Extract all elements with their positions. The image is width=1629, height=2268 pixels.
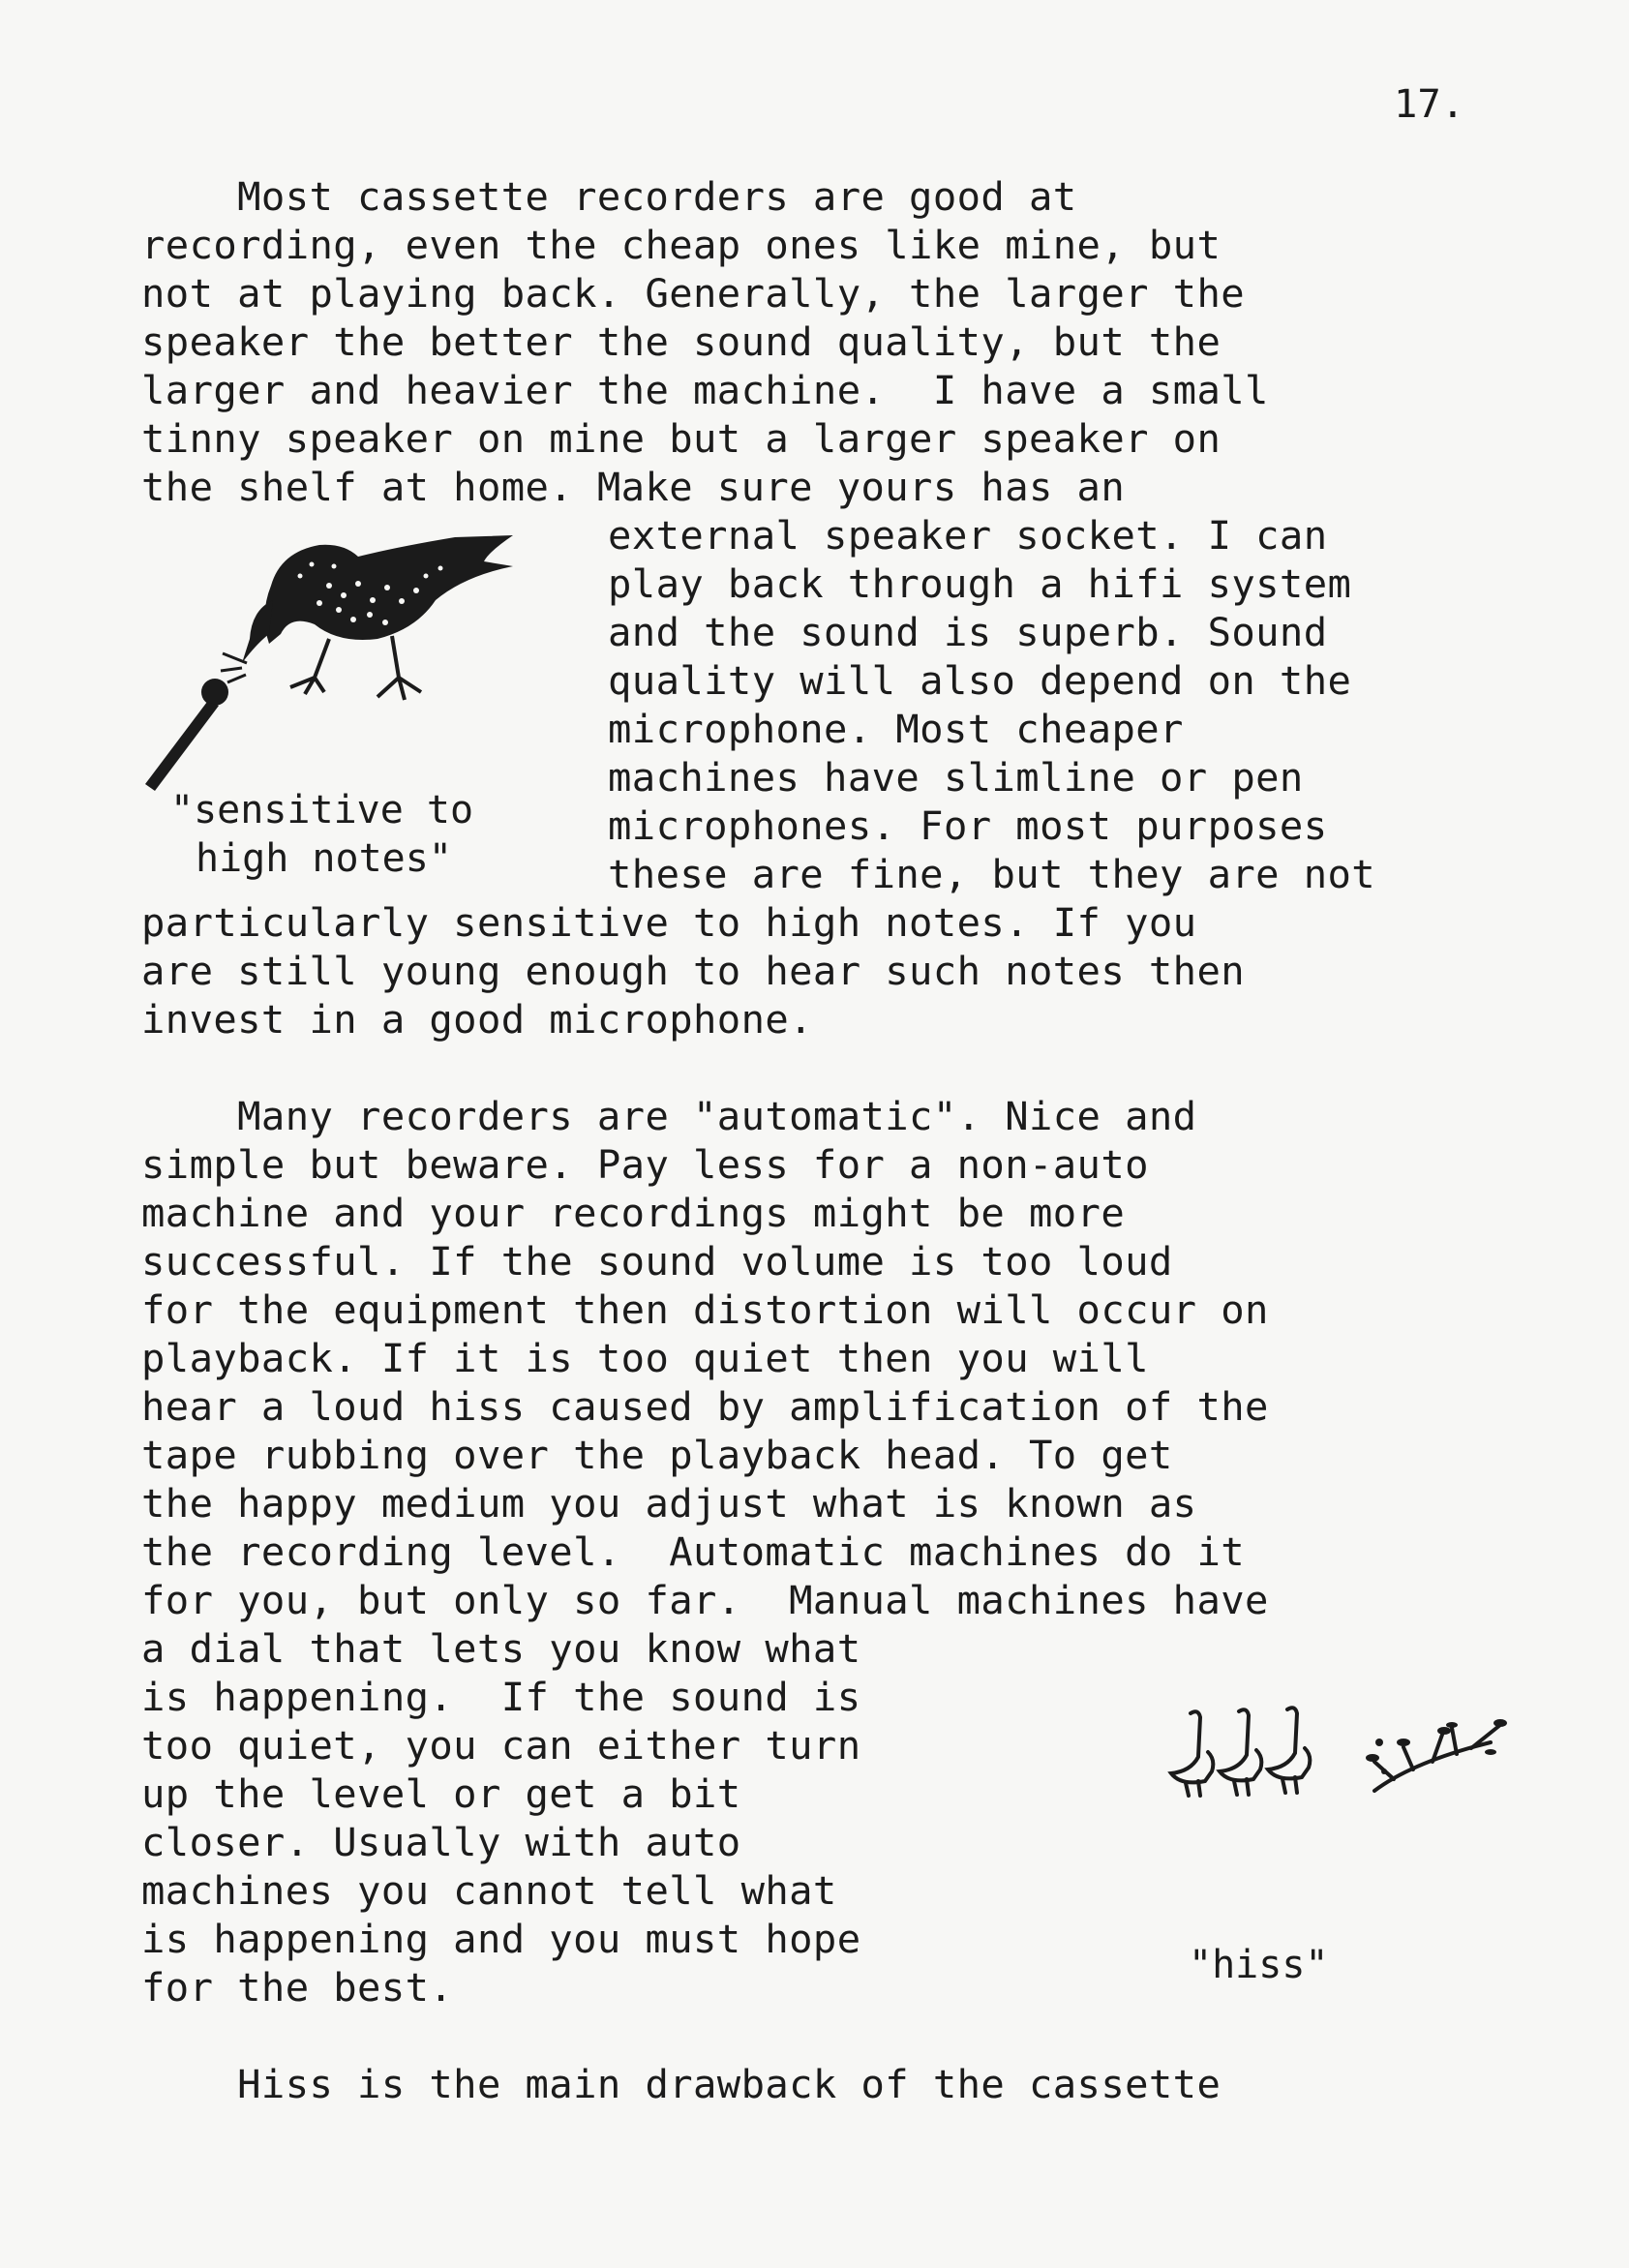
text-line: machines have slimline or pen <box>608 754 1304 801</box>
text-line: microphone. Most cheaper <box>608 706 1184 752</box>
text-line: machine and your recordings might be more <box>141 1190 1126 1236</box>
text-line: Many recorders are "automatic". Nice and <box>141 1093 1197 1139</box>
text-line: for the best. <box>141 1964 454 2011</box>
bird-with-microphone-illustration <box>145 508 532 799</box>
page-number: 17. <box>1394 80 1465 127</box>
text-line: the recording level. Automatic machines do it <box>141 1528 1246 1575</box>
text-line: is happening. If the sound is <box>141 1674 861 1720</box>
text-line: larger and heavier the machine. I have a small <box>141 367 1269 413</box>
text-line: for you, but only so far. Manual machines have <box>141 1577 1269 1623</box>
text-line: simple but beware. Pay less for a non-auto <box>141 1141 1149 1188</box>
bird-caption-line: high notes" <box>196 836 452 881</box>
text-line: a dial that lets you know what <box>141 1625 861 1672</box>
sprig-illustration <box>1355 1713 1510 1800</box>
bird-caption-line: "sensitive to <box>170 788 474 832</box>
text-line: is happening and you must hope <box>141 1916 861 1962</box>
text-line: Hiss is the main drawback of the cassette <box>141 2061 1222 2107</box>
text-line: are still young enough to hear such notes then <box>141 948 1246 994</box>
text-line: particularly sensitive to high notes. If you <box>141 899 1197 946</box>
hiss-caption: "hiss" <box>1189 1943 1329 1987</box>
text-line: play back through a hifi system <box>608 560 1352 607</box>
text-line: playback. If it is too quiet then you will <box>141 1335 1149 1381</box>
text-line: for the equipment then distortion will occur on <box>141 1286 1269 1333</box>
three-geese-illustration <box>1161 1704 1345 1800</box>
text-line: machines you cannot tell what <box>141 1867 837 1914</box>
text-line: recording, even the cheap ones like mine, but <box>141 222 1222 268</box>
text-line: not at playing back. Generally, the larger the <box>141 270 1246 317</box>
text-line: tape rubbing over the playback head. To get <box>141 1432 1173 1478</box>
text-line: successful. If the sound volume is too loud <box>141 1238 1173 1285</box>
text-line: closer. Usually with auto <box>141 1819 741 1865</box>
text-line: too quiet, you can either turn <box>141 1722 861 1769</box>
text-line: speaker the better the sound quality, but the <box>141 318 1222 365</box>
text-line: external speaker socket. I can <box>608 512 1328 559</box>
text-line: Most cassette recorders are good at <box>141 173 1077 220</box>
text-line: quality will also depend on the <box>608 657 1352 704</box>
text-line: invest in a good microphone. <box>141 996 813 1043</box>
text-line: hear a loud hiss caused by amplification of the <box>141 1383 1269 1430</box>
text-line: microphones. For most purposes <box>608 802 1328 849</box>
text-line: and the sound is superb. Sound <box>608 609 1328 655</box>
text-line: these are fine, but they are not <box>608 851 1376 897</box>
text-line: tinny speaker on mine but a larger speaker on <box>141 415 1222 462</box>
text-line: up the level or get a bit <box>141 1770 741 1817</box>
text-line: the happy medium you adjust what is known as <box>141 1480 1197 1527</box>
text-line: the shelf at home. Make sure yours has an <box>141 464 1126 510</box>
